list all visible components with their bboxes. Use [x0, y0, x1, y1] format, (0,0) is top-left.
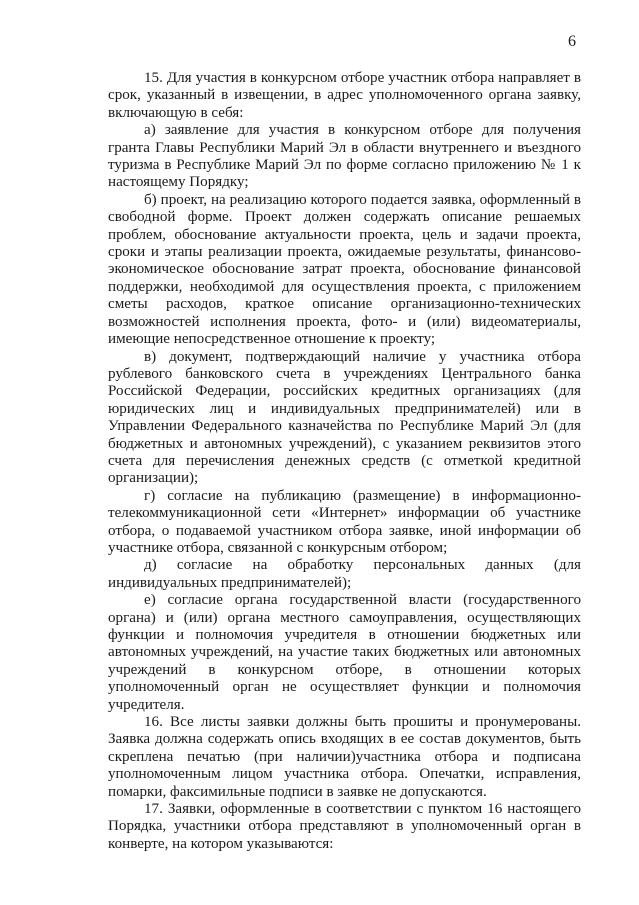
paragraph-15d: д) согласие на обработку персональных данных (для индивидуальных предпринимателей);	[108, 557, 581, 591]
paragraph-15v: в) документ, подтверждающий наличие у участника отбора рублевого банковского счета в учреждениях Центрального банка Российской Федерации, российских кредитных организациях (для юридических лиц и индивидуальных предпринимателей) или в Управлении Федерального казначейства по Республике Марий Эл (для бюджетных и автономных учреждений), с указанием реквизитов этого счета для перечисления денежных средств (с отметкой кредитной организации);	[108, 348, 581, 487]
paragraph-15: 15. Для участия в конкурсном отборе участник отбора направляет в срок, указанный в извещении, в адрес уполномоченного органа заявку, включающую в себя:	[108, 70, 581, 121]
paragraph-16: 16. Все листы заявки должны быть прошиты и пронумерованы. Заявка должна содержать опись входящих в ее состав документов, быть скреплена печатью (при наличии)участника отбора и подписана уполномоченным лицом участника отбора. Опечатки, исправления, помарки, факсимильные подписи в заявке не допускаются.	[108, 714, 581, 800]
document-body	[108, 70, 581, 853]
paragraph-15g: г) согласие на публикацию (размещение) в информационно-телекоммуникационной сети «Интернет» информации об участнике отбора, о подаваемой участником отбора заявке, иной информации об участнике отбора, связанной с конкурсным отбором;	[108, 487, 581, 556]
paragraph-15a: а) заявление для участия в конкурсном отборе для получения гранта Главы Республики Марий Эл в области внутреннего и въездного туризма в Республике Марий Эл по форме согласно приложению № 1 к настоящему Порядку;	[108, 122, 581, 191]
paragraph-15e: е) согласие органа государственной власти (государственного органа) и (или) органа местного самоуправления, осуществляющих функции и полномочия учредителя в отношении бюджетных или автономных учреждений, на участие таких бюджетных или автономных учреждений в конкурсном отборе, в отношении которых уполномоченный орган не осуществляет функции и полномочия учредителя.	[108, 592, 581, 713]
paragraph-15b: б) проект, на реализацию которого подается заявка, оформленный в свободной форме. Проект должен содержать описание решаемых проблем, обоснование актуальности проекта, цель и задачи проекта, сроки и этапы реализации проекта, ожидаемые результаты, финансово-экономическое обоснование затрат проекта, обоснование финансовой поддержки, необходимой для осуществления проекта, с приложением сметы расходов, краткое описание организационно-технических возможностей исполнения проекта, фото- и (или) видеоматериалы, имеющие непосредственное отношение к проекту;	[108, 191, 581, 348]
paragraph-17: 17. Заявки, оформленные в соответствии с пунктом 16 настоящего Порядка, участники отбора представляют в уполномоченный орган в конверте, на котором указываются:	[108, 801, 581, 852]
page-number: 6	[568, 33, 576, 50]
